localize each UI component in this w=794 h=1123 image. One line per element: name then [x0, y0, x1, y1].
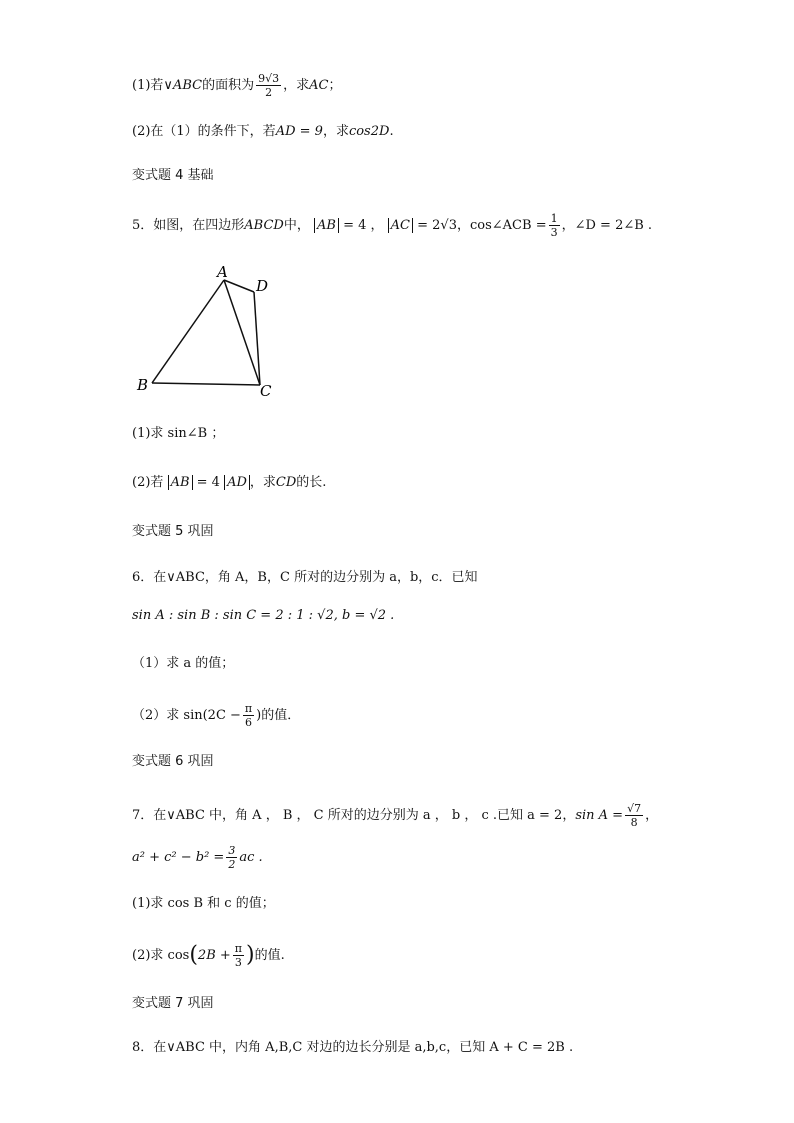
abs-ab: AB [314, 218, 339, 233]
section-heading-6: 变式题 6 巩固 [132, 754, 214, 769]
triangle-symbol: ∨ABC [163, 78, 203, 93]
q6-sub-1: （1）求 a 的值； [132, 656, 235, 671]
q7-s2-inner: 2B + [197, 948, 231, 963]
q5-s2-eq: = 4 [196, 475, 220, 490]
vertex-c-label: C [260, 382, 272, 400]
q6-s2-prefix: （2）求 sin(2C − [132, 708, 241, 723]
q7-sub-1: (1)求 cos B 和 c 的值； [132, 896, 275, 911]
section-heading-4: 变式题 4 基础 [132, 168, 214, 183]
q5-s2-end: 的长. [296, 475, 327, 490]
two-denominator: 2 [228, 858, 236, 871]
edge-ad [224, 280, 254, 292]
part-2-line [132, 122, 394, 142]
six-denominator: 6 [245, 716, 253, 729]
q5-s2-prefix: (2)若 [132, 475, 164, 490]
q7-s2-prefix: (2)求 cos [132, 948, 190, 963]
target-ac: AC [309, 78, 329, 93]
section-heading-7: 变式题 7 巩固 [132, 996, 214, 1011]
sin-numerator: √7 [627, 802, 642, 815]
q7-sub-2 [132, 942, 285, 969]
q7-line1-prefix: 7．在∨ABC 中，角 A ， B ， C 所对的边分别为 a ， b ， c .已知 a = 2， [132, 808, 576, 823]
q6-sub-2 [132, 702, 300, 729]
ab-value: = 4 [343, 218, 367, 233]
end-mark: . [389, 124, 394, 139]
edge-bc [152, 383, 260, 385]
area-text: 的面积为 [202, 78, 255, 93]
pi-numerator: π [234, 942, 243, 955]
area-numerator: 9√3 [258, 72, 280, 85]
area-denominator: 2 [265, 86, 273, 99]
three-halves-fraction [226, 844, 237, 871]
sin-a-fraction [625, 802, 643, 829]
pi-numerator: π [244, 702, 253, 715]
q5-number: 5．如图，在四边形 [132, 218, 245, 233]
abs-ad: AD [224, 475, 250, 490]
end-mark: ； [328, 78, 342, 93]
part-2-label: (2)在（1）的条件下，若 [132, 124, 276, 139]
cos-text: ，cos∠ACB = [457, 218, 547, 233]
q8-line: 8．在∨ABC 中，内角 A,B,C 对边的边长分别是 a,b,c，已知 A + C = 2B . [132, 1040, 574, 1055]
q6-s2-tail: )的值． [256, 708, 301, 723]
condition-ad: AD = 9 [275, 124, 323, 139]
left-paren: ( [189, 942, 198, 968]
pi-over-3-fraction [233, 942, 244, 969]
cos-denominator: 3 [550, 226, 558, 239]
three-numerator: 3 [228, 844, 236, 857]
q6-line-2: sin A : sin B : sin C = 2 : 1 : √2, b = √2 . [132, 608, 395, 623]
part-1-label: (1)若 [132, 78, 164, 93]
target-cd: CD [275, 475, 297, 490]
cos-numerator: 1 [550, 212, 558, 225]
q7-line-1 [132, 802, 658, 829]
q5-mid: 中， [283, 218, 310, 233]
target-cos2d: cos2D [348, 124, 390, 139]
q5-sub-1: (1)求 sin∠B ； [132, 426, 225, 441]
pi-over-6-fraction [243, 702, 254, 729]
q5-sub-2 [132, 473, 326, 493]
abs-ab-2: AB [168, 475, 193, 490]
q7-line2-tail: ac . [239, 850, 263, 865]
sin-denominator: 8 [630, 816, 638, 829]
angle-relation: ，∠D = 2∠B . [561, 218, 653, 233]
q7-line2-prefix: a² + c² − b² = [132, 850, 225, 865]
part-1-line [132, 72, 341, 99]
cos-fraction [549, 212, 560, 239]
three-denominator: 3 [234, 956, 242, 969]
ask-text: ，求 [322, 124, 349, 139]
quadrilateral-figure [130, 258, 290, 403]
section-heading-5: 变式题 5 巩固 [132, 524, 214, 539]
vertex-a-label: A [217, 263, 228, 281]
area-fraction [256, 72, 281, 99]
vertex-b-label: B [137, 376, 149, 394]
q5-s2-ask: ，求 [249, 475, 276, 490]
vertex-d-label: D [256, 277, 269, 295]
quad-name: ABCD [244, 218, 284, 233]
q6-line-1: 6．在∨ABC，角 A，B，C 所对的边分别为 a，b，c．已知 [132, 570, 478, 585]
sin-a-label: sin A = [575, 808, 624, 823]
question-5-line: 5．如图，在四边形ABCD中， AB = 4 ， AC = 2√3，cos∠ACB = $\frac{1}{3}$ ，∠D = 2∠B . [132, 212, 653, 239]
q7-s2-tail: 的值. [254, 948, 285, 963]
q7-line1-end: ， [645, 808, 659, 823]
ac-value: = 2√3 [417, 218, 457, 233]
right-paren: ) [246, 942, 255, 968]
abs-ac: AC [388, 218, 413, 233]
ask-text: ，求 [283, 78, 310, 93]
edge-ab [152, 280, 224, 383]
q7-line-2 [132, 844, 263, 871]
